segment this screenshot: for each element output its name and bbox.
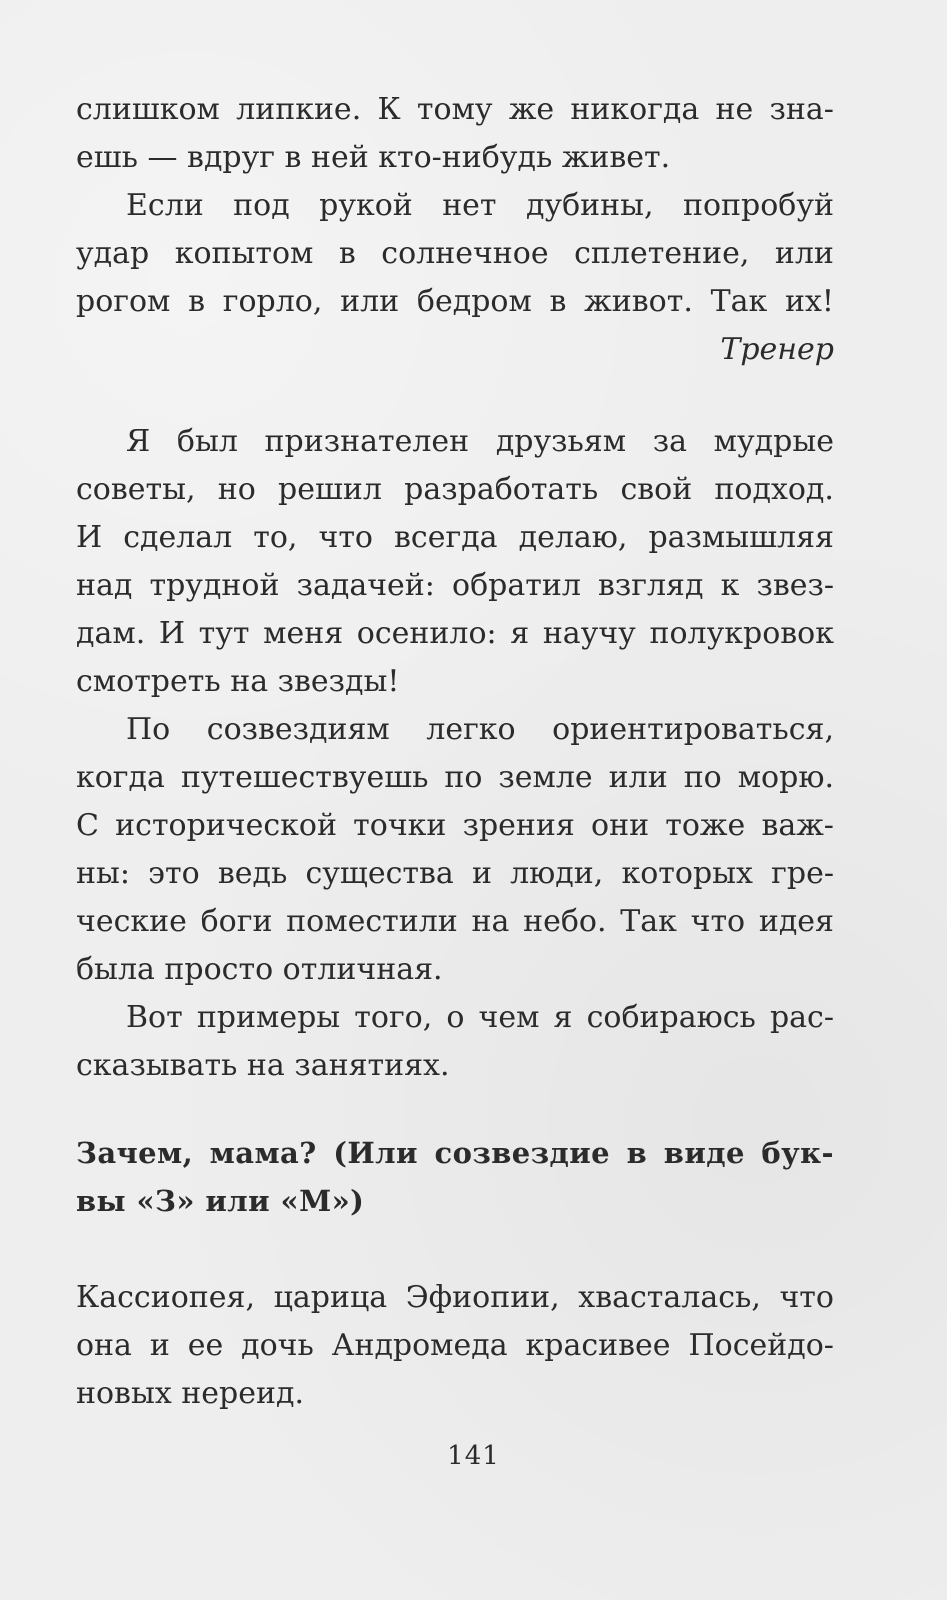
word: тут — [198, 616, 250, 651]
word: солнечное — [381, 236, 549, 271]
word: был — [176, 424, 238, 459]
text-line — [76, 754, 834, 802]
word: мудрые — [713, 424, 834, 459]
word: ориентироваться, — [552, 712, 834, 747]
text-line — [76, 994, 834, 1042]
word: в — [626, 1136, 648, 1170]
word: дубины, — [525, 188, 654, 223]
word: примеры — [196, 1000, 341, 1035]
word: дам. — [76, 616, 146, 651]
word: разработать — [404, 472, 599, 507]
word: они — [591, 808, 650, 843]
word: И — [76, 520, 103, 555]
word: в — [338, 236, 356, 271]
word: то, — [253, 520, 298, 555]
word: свой — [620, 472, 693, 507]
text-line — [76, 1322, 834, 1370]
text-line — [76, 230, 834, 278]
word: Зачем, — [76, 1136, 194, 1170]
word: идея — [758, 904, 834, 939]
word: осенило: — [356, 616, 497, 651]
text-line — [76, 466, 834, 514]
word: ведь — [217, 856, 288, 891]
word: что — [779, 1280, 834, 1315]
word: в — [549, 284, 567, 319]
word: путешествуешь — [180, 760, 429, 795]
text-line: сказывать на занятиях. — [76, 1048, 450, 1083]
word: над — [76, 568, 133, 603]
word: не — [715, 92, 754, 127]
word: тоже — [665, 808, 746, 843]
word: сплетение, — [574, 236, 750, 271]
word: липкие. — [236, 92, 362, 127]
word: поместили — [286, 904, 458, 939]
text-line: ешь — вдруг в ней кто-нибудь живет. — [76, 140, 671, 175]
word: С — [76, 808, 99, 843]
word: бук- — [761, 1136, 834, 1170]
word: трудной — [149, 568, 280, 603]
word: тому — [416, 92, 493, 127]
word: она — [76, 1328, 132, 1363]
word: подход. — [714, 472, 834, 507]
text-line — [76, 562, 834, 610]
page-text — [76, 86, 834, 1418]
word: решил — [278, 472, 382, 507]
word: что — [690, 904, 746, 939]
word: о — [446, 1000, 465, 1035]
word: того, — [354, 1000, 433, 1035]
word: боги — [200, 904, 273, 939]
word: никогда — [570, 92, 700, 127]
word: их! — [784, 284, 834, 319]
word: гре- — [771, 856, 834, 891]
word: ее — [187, 1328, 224, 1363]
word: делаю, — [518, 520, 628, 555]
text-line — [76, 802, 834, 850]
word: или — [774, 236, 834, 271]
word: нет — [442, 188, 497, 223]
word: К — [377, 92, 401, 127]
text-line — [76, 182, 834, 230]
word: Вот — [126, 1000, 183, 1035]
word: ческие — [76, 904, 187, 939]
word: удар — [76, 236, 150, 271]
word: хвасталась, — [578, 1280, 761, 1315]
word: полукровок — [649, 616, 834, 651]
word: я — [553, 1000, 573, 1035]
word: (Или — [333, 1136, 418, 1170]
word: бедром — [416, 284, 532, 319]
text-line — [76, 514, 834, 562]
word: небо. — [523, 904, 607, 939]
word: Я — [126, 424, 151, 459]
word: Андромеда — [331, 1328, 508, 1363]
word: по — [683, 760, 722, 795]
text-line: новых нереид. — [76, 1376, 304, 1411]
word: мама? — [209, 1136, 317, 1170]
word: ны: — [76, 856, 130, 891]
text-line — [76, 706, 834, 754]
word: и — [149, 1328, 170, 1363]
word: обратил — [452, 568, 581, 603]
word: за — [652, 424, 688, 459]
word: по — [444, 760, 483, 795]
word: к — [720, 568, 740, 603]
word: друзьям — [495, 424, 627, 459]
word: или — [340, 284, 400, 319]
word: легко — [426, 712, 516, 747]
word: что — [318, 520, 373, 555]
text-line: была просто отличная. — [76, 952, 443, 987]
word: живот. — [584, 284, 693, 319]
word: когда — [76, 760, 165, 795]
word: научу — [542, 616, 636, 651]
word: красивее — [525, 1328, 671, 1363]
word: И — [158, 616, 186, 651]
word: земле — [498, 760, 593, 795]
word: и — [471, 856, 492, 891]
word: морю. — [737, 760, 834, 795]
word: важ- — [761, 808, 834, 843]
word: звез- — [756, 568, 834, 603]
section-heading-line — [76, 1129, 834, 1177]
word: По — [126, 712, 171, 747]
word: я — [510, 616, 530, 651]
text-line: смотреть на звезды! — [76, 664, 400, 699]
word: созвездиям — [206, 712, 390, 747]
page-number: 141 — [447, 1441, 500, 1471]
word: зна- — [769, 92, 834, 127]
word: чем — [478, 1000, 540, 1035]
text-line — [76, 418, 834, 466]
word: созвездие — [434, 1136, 611, 1170]
word: это — [148, 856, 200, 891]
heading-gap — [76, 1225, 834, 1274]
word: меня — [263, 616, 344, 651]
word: Эфиопии, — [405, 1280, 560, 1315]
text-line — [76, 278, 834, 326]
word: Если — [126, 188, 204, 223]
word: горло, — [222, 284, 323, 319]
word: но — [217, 472, 256, 507]
word: точки — [353, 808, 447, 843]
word: на — [471, 904, 510, 939]
word: царица — [273, 1280, 388, 1315]
word: собираюсь — [586, 1000, 756, 1035]
word: размышляя — [648, 520, 834, 555]
quote-attribution: Тренер — [720, 332, 834, 367]
word: признателен — [264, 424, 470, 459]
word: в — [188, 284, 206, 319]
text-line — [76, 1274, 834, 1322]
word: попробуй — [682, 188, 834, 223]
word: взгляд — [598, 568, 704, 603]
word: задачей: — [296, 568, 435, 603]
word: сделал — [123, 520, 233, 555]
word: которых — [621, 856, 753, 891]
text-line — [76, 898, 834, 946]
word: существа — [305, 856, 454, 891]
word: Так — [710, 284, 768, 319]
section-gap — [76, 1090, 834, 1129]
text-line — [76, 610, 834, 658]
word: зрения — [462, 808, 575, 843]
word: или — [608, 760, 668, 795]
section-heading-line: вы «З» или «М») — [76, 1184, 365, 1218]
word: Посейдо- — [688, 1328, 834, 1363]
word: же — [508, 92, 555, 127]
word: копытом — [174, 236, 314, 271]
word: Так — [620, 904, 677, 939]
text-line — [76, 86, 834, 134]
word: люди, — [510, 856, 604, 891]
word: слишком — [76, 92, 220, 127]
word: всегда — [394, 520, 498, 555]
text-line — [76, 850, 834, 898]
word: под — [233, 188, 290, 223]
word: советы, — [76, 472, 196, 507]
word: Кассиопея, — [76, 1280, 255, 1315]
word: рас- — [769, 1000, 834, 1035]
word: виде — [663, 1136, 745, 1170]
word: рукой — [319, 188, 413, 223]
word: дочь — [241, 1328, 314, 1363]
word: рогом — [76, 284, 171, 319]
word: исторической — [115, 808, 337, 843]
